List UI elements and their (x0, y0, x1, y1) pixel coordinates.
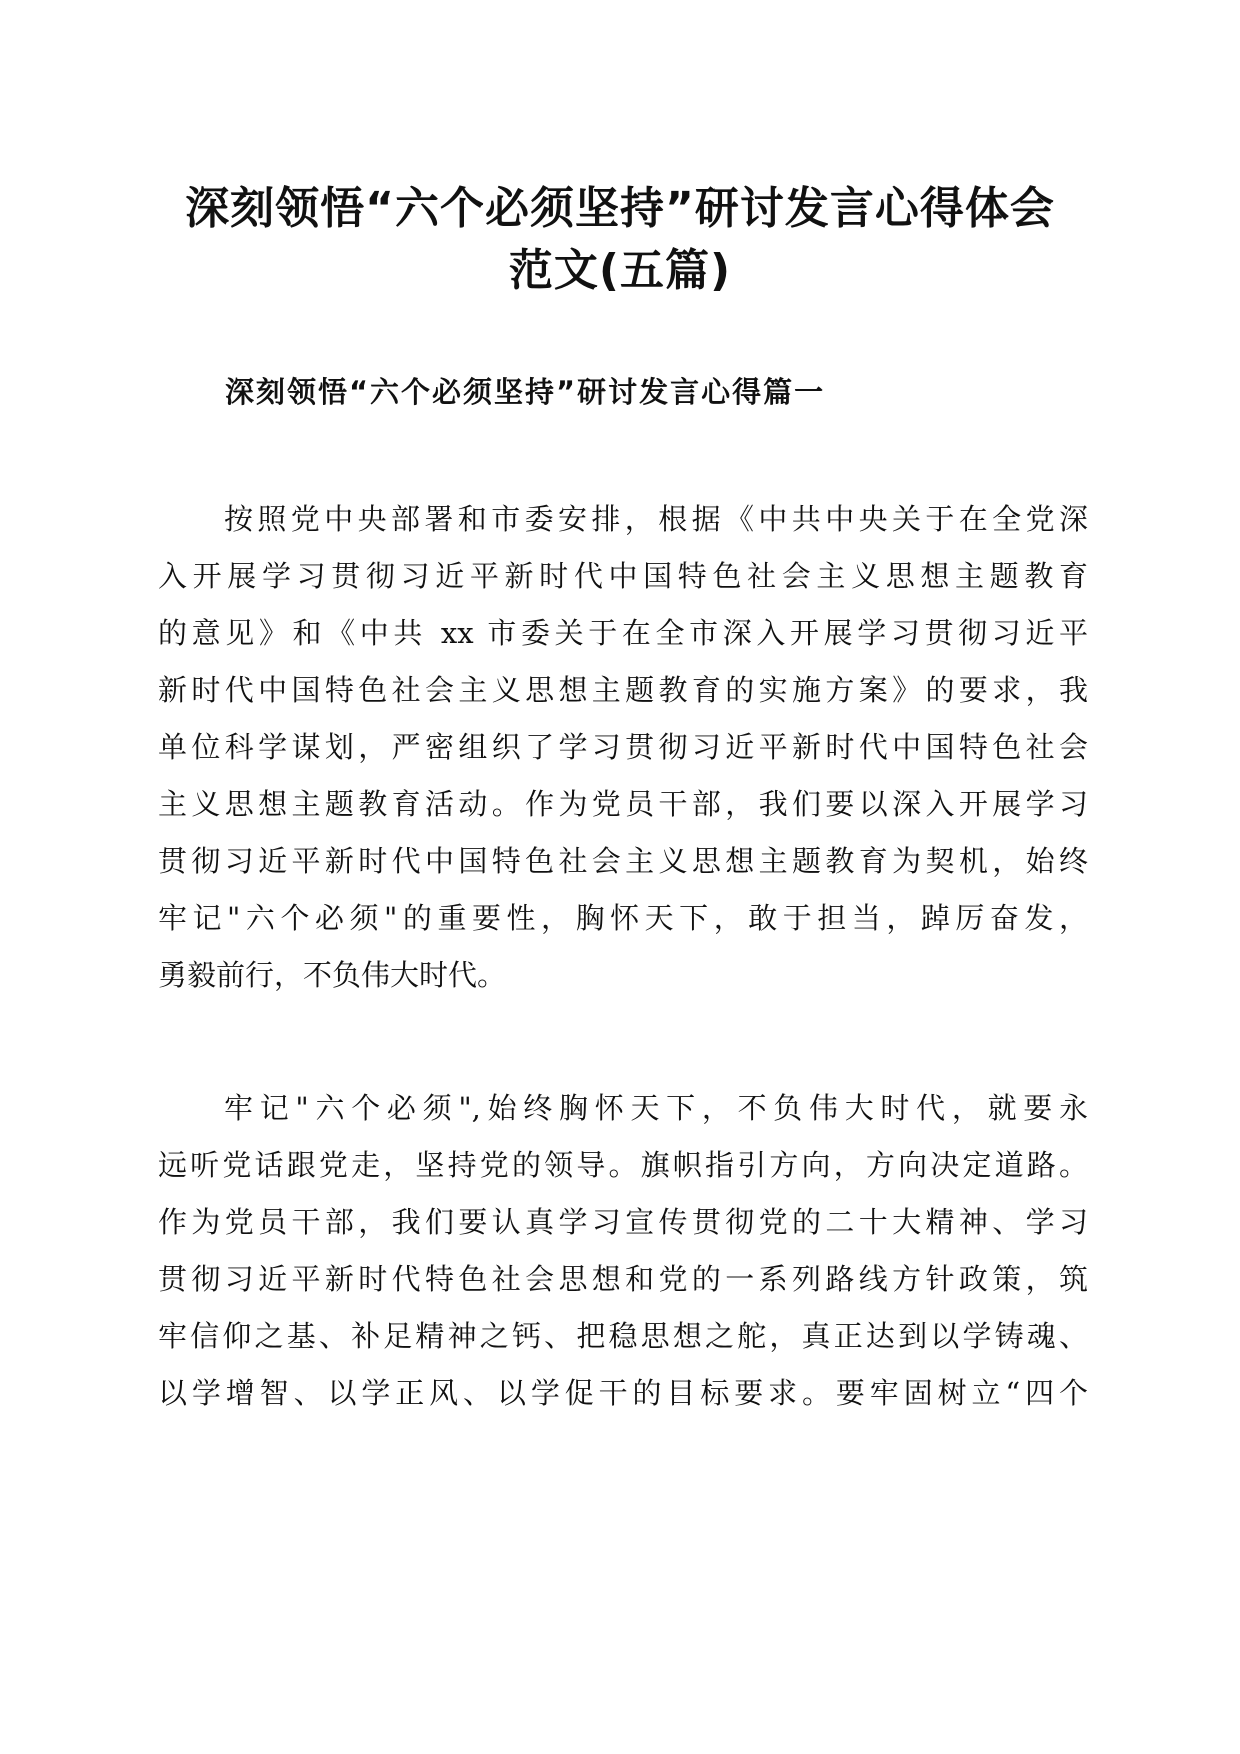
document-title (140, 178, 1100, 302)
paragraph-line: 入开展学习贯彻习近平新时代中国特色社会主义思想主题教育 (158, 559, 1088, 593)
paragraph-line: 按照党中央部署和市委安排，根据《中共中央关于在全党深 (224, 502, 1088, 536)
body-paragraph-1 (158, 491, 1088, 1004)
paragraph-line: 的意见》和《中共 xx 市委关于在全市深入开展学习贯彻习近平 (158, 616, 1088, 650)
paragraph-line: 牢记"六个必须",始终胸怀天下，不负伟大时代，就要永 (224, 1091, 1088, 1125)
body-paragraph-2 (158, 1080, 1088, 1422)
paragraph-line: 牢记"六个必须"的重要性，胸怀天下，敢于担当，踔厉奋发， (158, 901, 1088, 935)
paragraph-line: 作为党员干部，我们要认真学习宣传贯彻党的二十大精神、学习 (158, 1205, 1088, 1239)
title-line-2: 范文(五篇) (508, 245, 732, 296)
paragraph-line: 贯彻习近平新时代中国特色社会主义思想主题教育为契机，始终 (158, 844, 1088, 878)
paragraph-line: 远听党话跟党走，坚持党的领导。旗帜指引方向，方向决定道路。 (158, 1148, 1088, 1182)
paragraph-line: 单位科学谋划，严密组织了学习贯彻习近平新时代中国特色社会 (158, 730, 1088, 764)
paragraph-line: 贯彻习近平新时代特色社会思想和党的一系列路线方针政策，筑 (158, 1262, 1088, 1296)
paragraph-line: 勇毅前行，不负伟大时代。 (158, 958, 507, 992)
paragraph-line: 牢信仰之基、补足精神之钙、把稳思想之舵，真正达到以学铸魂、 (158, 1319, 1088, 1353)
title-line-1: 深刻领悟“六个必须坚持”研讨发言心得体会 (185, 183, 1055, 234)
section-heading: 深刻领悟“六个必须坚持”研讨发言心得篇一 (225, 375, 826, 409)
paragraph-line: 新时代中国特色社会主义思想主题教育的实施方案》的要求，我 (158, 673, 1088, 707)
paragraph-line: 主义思想主题教育活动。作为党员干部，我们要以深入开展学习 (158, 787, 1088, 821)
paragraph-line: 以学增智、以学正风、以学促干的目标要求。要牢固树立“四个 (158, 1376, 1088, 1410)
